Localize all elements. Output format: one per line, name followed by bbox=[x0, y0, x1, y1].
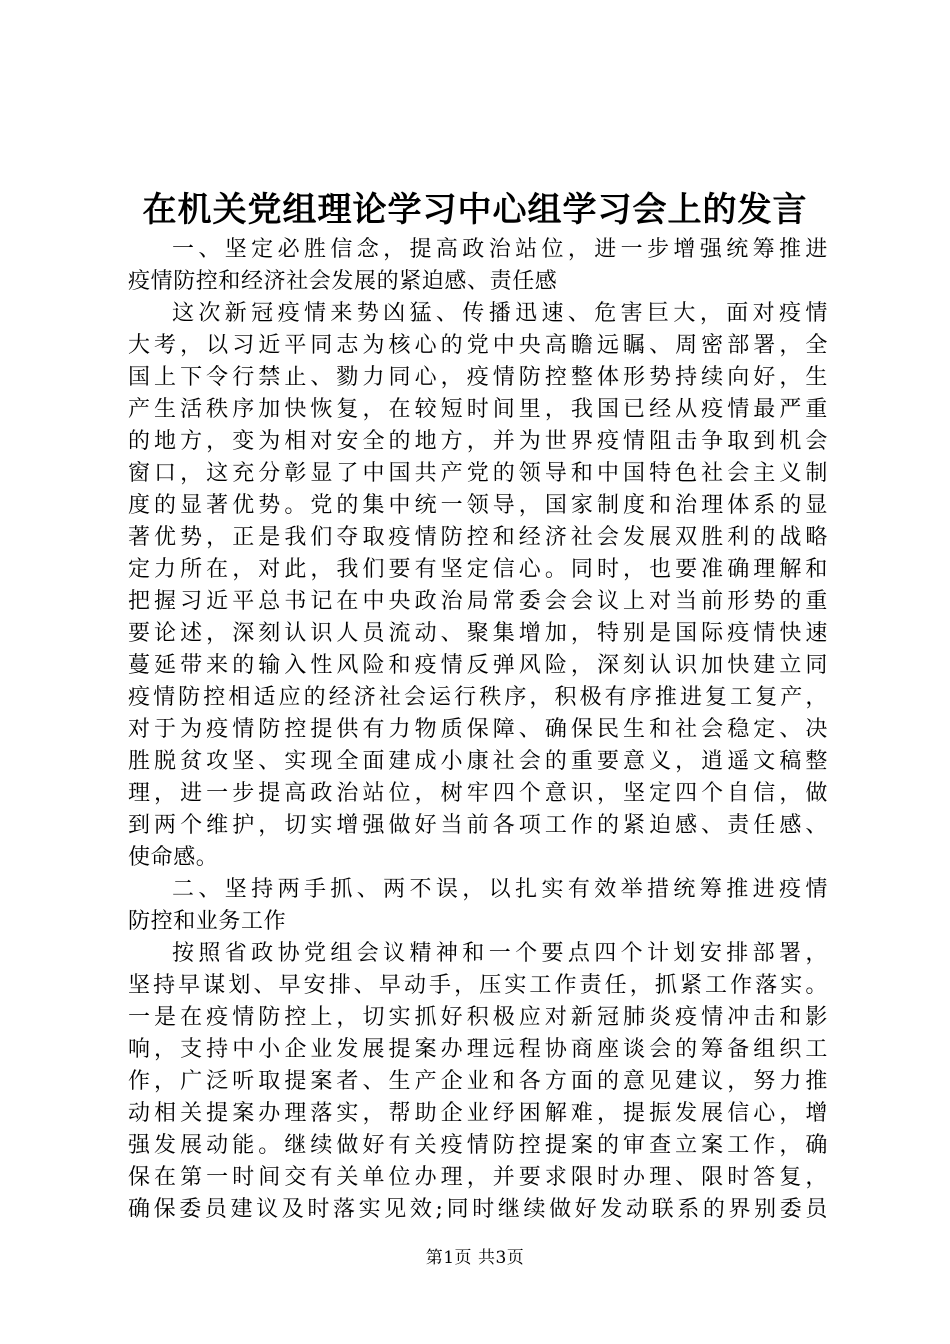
paragraph-line: 响，支持中小企业发展提案办理远程协商座谈会的筹备组织工 bbox=[128, 1037, 828, 1062]
paragraph-line: 把握习近平总书记在中央政治局常委会会议上对当前形势的重 bbox=[128, 589, 828, 614]
document-title: 在机关党组理论学习中心组学习会上的发言 bbox=[142, 190, 808, 230]
paragraph-line: 一是在疫情防控上，切实抓好积极应对新冠肺炎疫情冲击和影 bbox=[128, 1005, 828, 1030]
paragraph-line: 确保委员建议及时落实见效;同时继续做好发动联系的界别委员 bbox=[128, 1197, 828, 1222]
paragraph-line: 国上下令行禁止、勠力同心，疫情防控整体形势持续向好，生 bbox=[128, 365, 828, 390]
paragraph-line: 防控和业务工作 bbox=[128, 909, 287, 934]
page-footer: 第1页 共3页 bbox=[425, 1248, 525, 1268]
paragraph-line: 到两个维护，切实增强做好当前各项工作的紧迫感、责任感、 bbox=[128, 813, 828, 838]
paragraph-line: 蔓延带来的输入性风险和疫情反弹风险，深刻认识加快建立同 bbox=[128, 653, 828, 678]
paragraph-line: 大考，以习近平同志为核心的党中央高瞻远瞩、周密部署，全 bbox=[128, 333, 828, 358]
paragraph-line: 定力所在，对此，我们要有坚定信心。同时，也要准确理解和 bbox=[128, 557, 828, 582]
paragraph-line: 疫情防控和经济社会发展的紧迫感、责任感 bbox=[128, 269, 558, 294]
paragraph-line: 著优势，正是我们夺取疫情防控和经济社会发展双胜利的战略 bbox=[128, 525, 828, 550]
paragraph-line: 保在第一时间交有关单位办理，并要求限时办理、限时答复， bbox=[128, 1165, 828, 1190]
body-paragraph bbox=[128, 938, 828, 1226]
paragraph-line: 窗口，这充分彰显了中国共产党的领导和中国特色社会主义制 bbox=[128, 461, 828, 486]
paragraph-line: 度的显著优势。党的集中统一领导，国家制度和治理体系的显 bbox=[128, 493, 828, 518]
paragraph-line: 疫情防控相适应的经济社会运行秩序，积极有序推进复工复产， bbox=[128, 685, 828, 710]
paragraph-line: 对于为疫情防控提供有力物质保障、确保民生和社会稳定、决 bbox=[128, 717, 828, 742]
paragraph-line: 一、坚定必胜信念，提高政治站位，进一步增强统筹推进 bbox=[172, 237, 828, 262]
paragraph-line: 按照省政协党组会议精神和一个要点四个计划安排部署， bbox=[172, 941, 828, 966]
document-body bbox=[128, 234, 828, 1226]
body-paragraph bbox=[128, 234, 828, 298]
paragraph-line: 要论述，深刻认识人员流动、聚集增加，特别是国际疫情快速 bbox=[128, 621, 828, 646]
paragraph-line: 强发展动能。继续做好有关疫情防控提案的审查立案工作，确 bbox=[128, 1133, 828, 1158]
paragraph-line: 动相关提案办理落实，帮助企业纾困解难，提振发展信心，增 bbox=[128, 1101, 828, 1126]
paragraph-line: 产生活秩序加快恢复，在较短时间里，我国已经从疫情最严重 bbox=[128, 397, 828, 422]
paragraph-line: 的地方，变为相对安全的地方，并为世界疫情阻击争取到机会 bbox=[128, 429, 828, 454]
body-paragraph bbox=[128, 298, 828, 874]
paragraph-line: 这次新冠疫情来势凶猛、传播迅速、危害巨大，面对疫情 bbox=[172, 301, 828, 326]
paragraph-line: 作，广泛听取提案者、生产企业和各方面的意见建议，努力推 bbox=[128, 1069, 828, 1094]
paragraph-line: 二、坚持两手抓、两不误，以扎实有效举措统筹推进疫情 bbox=[172, 877, 828, 902]
paragraph-line: 理，进一步提高政治站位，树牢四个意识，坚定四个自信，做 bbox=[128, 781, 828, 806]
paragraph-line: 使命感。 bbox=[128, 845, 219, 870]
paragraph-line: 坚持早谋划、早安排、早动手，压实工作责任，抓紧工作落实。 bbox=[128, 973, 828, 998]
body-paragraph bbox=[128, 874, 828, 938]
paragraph-line: 胜脱贫攻坚、实现全面建成小康社会的重要意义，逍遥文稿整 bbox=[128, 749, 828, 774]
